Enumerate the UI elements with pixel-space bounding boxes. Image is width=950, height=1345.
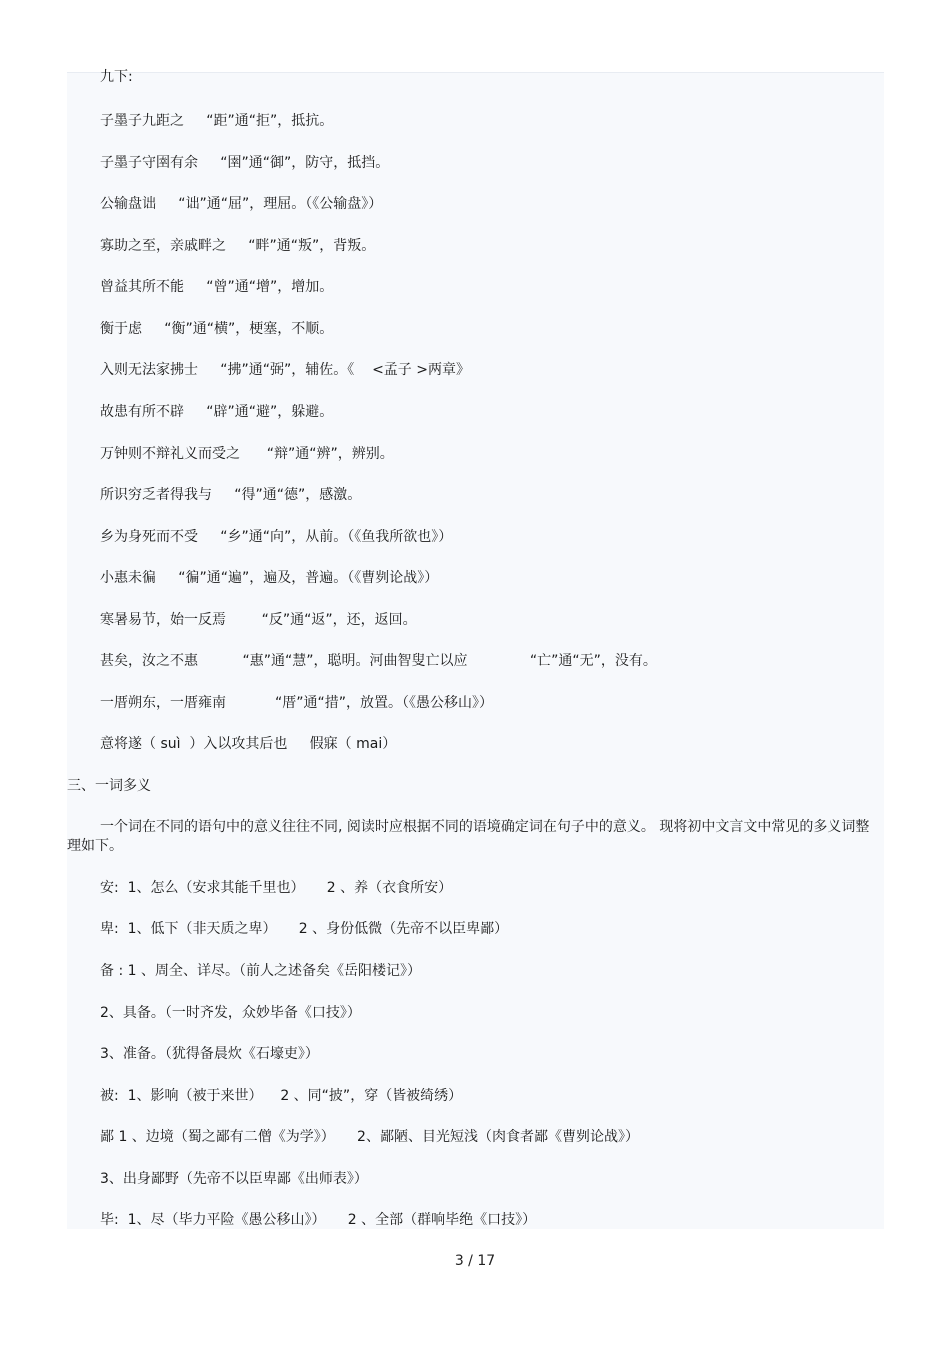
tongjia-line: 入则无法家拂士 “拂”通“弼”，辅佐。《 <孟子 >两章》 <box>100 362 470 378</box>
tongjia-line: 寡助之至，亲戚畔之 “畔”通“叛”，背叛。 <box>100 238 376 254</box>
tongjia-line: 一厝朔东，一厝雍南 “厝”通“措”，放置。（《愚公移山》） <box>100 695 493 711</box>
polysemy-line: 安: 1、怎么（安求其能千里也） 2 、养（衣食所安） <box>100 880 453 896</box>
tongjia-line: 衡于虑 “衡”通“横”，梗塞，不顺。 <box>100 321 334 337</box>
section-heading: 三、一词多义 <box>67 778 151 794</box>
polysemy-line: 被: 1、影响（被于来世） 2 、同“披”，穿（皆被绮绣） <box>100 1088 463 1104</box>
tongjia-line: 所识穷乏者得我与 “得”通“德”，感激。 <box>100 487 362 503</box>
tongjia-line: 曾益其所不能 “曾”通“增”，增加。 <box>100 279 334 295</box>
polysemy-line: 3、出身鄙野（先帝不以臣卑鄙《出师表》） <box>100 1171 368 1187</box>
polysemy-line: 毕: 1、尽（毕力平险《愚公移山》） 2 、全部（群响毕绝《口技》） <box>100 1212 537 1228</box>
page-number: 3 / 17 <box>454 1253 496 1269</box>
tongjia-line: 甚矣，汝之不惠 “惠”通“慧”，聪明。河曲智叟亡以应 “亡”通“无”，没有。 <box>100 653 657 669</box>
tongjia-line: 子墨子守圉有余 “圉”通“御”，防守，抵挡。 <box>100 155 390 171</box>
tongjia-line: 乡为身死而不受 “乡”通“向”，从前。（《鱼我所欲也》） <box>100 529 453 545</box>
polysemy-line: 卑: 1、低下（非天质之卑） 2 、身份低微（先帝不以臣卑鄙） <box>100 921 509 937</box>
polysemy-line: 2、具备。（一时齐发，众妙毕备《口技》） <box>100 1005 361 1021</box>
tongjia-line: 万钟则不辩礼义而受之 “辩”通“辨”，辨别。 <box>100 446 394 462</box>
tongjia-line: 子墨子九距之 “距”通“拒”，抵抗。 <box>100 113 334 129</box>
grade-heading: 九下: <box>100 69 133 85</box>
polysemy-line: 鄙 1 、边境（蜀之鄙有二僧《为学》） 2、鄙陋、目光短浅（肉食者鄙《曹刿论战》） <box>100 1129 639 1145</box>
tongjia-line: 意将遂（ suì ）入以攻其后也 假寐（ mai） <box>100 736 397 752</box>
tongjia-line: 寒暑易节，始一反焉 “反”通“返”，还，返回。 <box>100 612 417 628</box>
polysemy-line: 3、准备。（犹得备晨炊《石壕吏》） <box>100 1046 319 1062</box>
tongjia-line: 小惠未徧 “徧”通“遍”，遍及，普遍。（《曹刿论战》） <box>100 570 439 586</box>
tongjia-line: 故患有所不辟 “辟”通“避”，躲避。 <box>100 404 334 420</box>
tongjia-line: 公输盘诎 “诎”通“屈”，理屈。（《公输盘》） <box>100 196 383 212</box>
intro-paragraph: 一个词在不同的语句中的意义往往不同, 阅读时应根据不同的语境确定词在句子中的意义。 现将初中文言文中常见的多义词整理如下。 <box>67 819 870 854</box>
polysemy-line: 备 : 1 、周全、详尽。（前人之述备矣《岳阳楼记》） <box>100 963 421 979</box>
